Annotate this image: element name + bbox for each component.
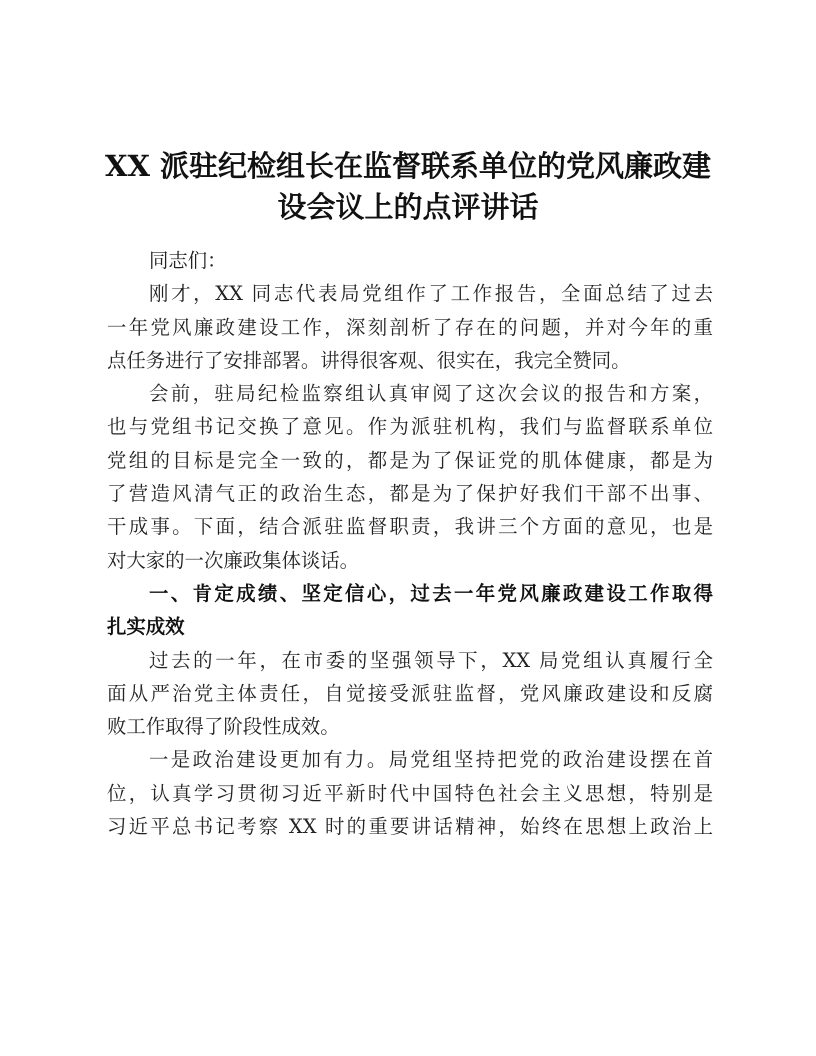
paragraph-line: 习近平总书记考察 XX 时的重要讲话精神，始终在思想上政治上: [107, 815, 713, 839]
title-line-1: XX 派驻纪检组长在监督联系单位的党风廉政建: [104, 149, 712, 183]
section-heading-line: 一、肯定成绩、坚定信心，过去一年党风廉政建设工作取得: [149, 581, 713, 605]
paragraph-line: 刚才，XX 同志代表局党组作了工作报告，全面总结了过去: [149, 282, 713, 306]
paragraph-line: 一是政治建设更加有力。局党组坚持把党的政治建设摆在首: [149, 748, 713, 772]
paragraph-line: 对大家的一次廉政集体谈话。: [107, 548, 360, 572]
paragraph-line: 也与党组书记交换了意见。作为派驻机构，我们与监督联系单位: [107, 415, 713, 439]
paragraph-line: 了营造风清气正的政治生态，都是为了保护好我们干部不出事、: [107, 482, 713, 506]
paragraph-line: 面从严治党主体责任，自觉接受派驻监督，党风廉政建设和反腐: [107, 681, 713, 705]
paragraph-line: 党组的目标是完全一致的，都是为了保证党的肌体健康，都是为: [107, 448, 713, 472]
title-line-2: 设会议上的点评讲话: [277, 190, 539, 224]
paragraph-line: 干成事。下面，结合派驻监督职责，我讲三个方面的意见，也是: [107, 515, 713, 539]
section-heading-line: 扎实成效: [107, 615, 185, 639]
salutation: 同志们：: [149, 249, 227, 272]
document-title: [100, 146, 716, 228]
paragraph-line: 一年党风廉政建设工作，深刻剖析了存在的问题，并对今年的重: [107, 315, 713, 339]
paragraph-line: 点任务进行了安排部署。讲得很客观、很实在，我完全赞同。: [107, 348, 631, 372]
paragraph-line: 过去的一年，在市委的坚强领导下，XX 局党组认真履行全: [149, 648, 713, 672]
paragraph-line: 败工作取得了阶段性成效。: [107, 715, 340, 739]
document-body: [107, 244, 713, 843]
paragraph-line: 会前，驻局纪检监察组认真审阅了这次会议的报告和方案，: [149, 382, 713, 406]
paragraph-line: 位，认真学习贯彻习近平新时代中国特色社会主义思想，特别是: [107, 781, 713, 805]
